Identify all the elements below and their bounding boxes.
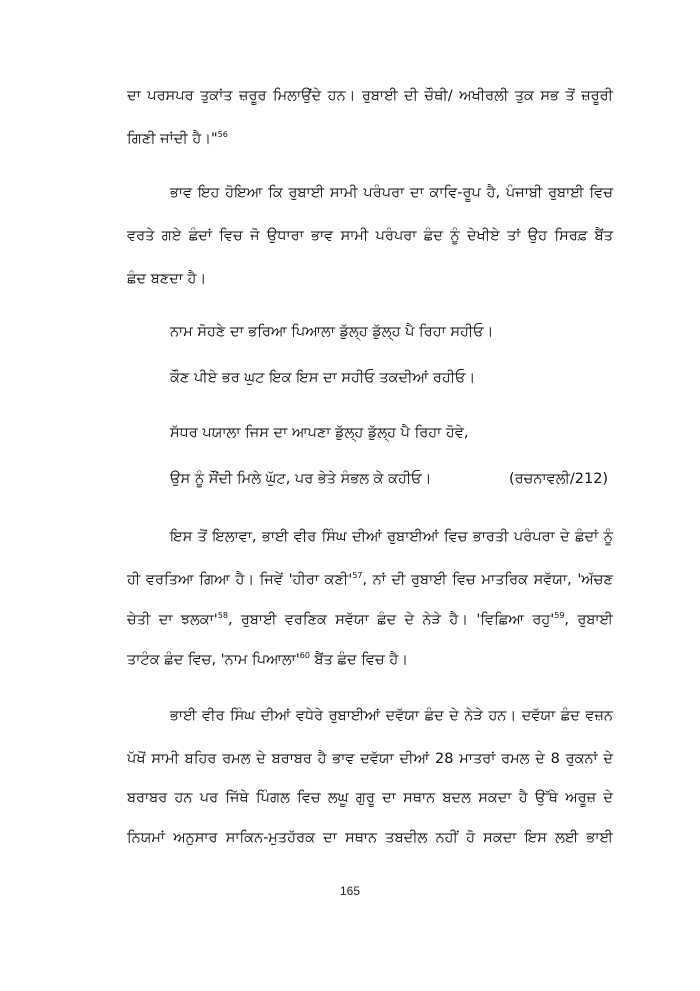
- paragraph-2-line-2: ਵਰਤੇ ਗਏ ਛੰਦਾਂ ਵਿਚ ਜੋ ਉਧਾਰਾ ਭਾਵ ਸਾਮੀ ਪਰੰਪਰਾ ਛੰਦ ਨੂੰ ਦੇਖੀਏ ਤਾਂ ਉਹ ਸਿਰਫ਼ ਬੈਂਤ: [127, 228, 613, 244]
- paragraph-3-line-1: ਇਸ ਤੋਂ ਇਲਾਵਾ, ਭਾਈ ਵੀਰ ਸਿੰਘ ਦੀਆਂ ਰੁਬਾਈਆਂ ਵਿਚ ਭਾਰਤੀ ਪਰੰਪਰਾ ਦੇ ਛੰਦਾਂ ਨੂੰ: [170, 529, 613, 545]
- paragraph-3-line-3-text-c: , ਰੁਬਾਈ: [564, 612, 613, 628]
- paragraph-3-line-3-text-a: ਚੇਤੀ ਦਾ ਝਲਕਾ': [127, 612, 218, 628]
- footnote-ref-56: 56: [217, 130, 228, 140]
- verse-line-3: ਸੱਧਰ ਪਯਾਲਾ ਜਿਸ ਦਾ ਆਪਣਾ ਡੁੱਲ੍ਹ ਡੁੱਲ੍ਹ ਪੈ ਰਿਹਾ ਹੋਵੇ,: [170, 425, 469, 441]
- paragraph-3-line-2: [127, 570, 613, 590]
- paragraph-2-line-3: ਛੰਦ ਬਣਦਾ ਹੈ।: [127, 271, 207, 287]
- paragraph-3-line-3-text-b: , ਰੁਬਾਈ ਵਰਣਿਕ ਸਵੱਯਾ ਛੰਦ ਦੇ ਨੇੜੇ ਹੈ। 'ਵਿਛਿਆ ਰਹੁ': [227, 612, 555, 628]
- paragraph-3-line-2-text-b: , ਨਾਂ ਦੀ ਰੁਬਾਈ ਵਿਚ ਮਾਤਰਿਕ ਸਵੱਯਾ, 'ਅੱਚਣ: [362, 572, 613, 588]
- verse-line-1: ਨਾਮ ਸੋਹਣੇ ਦਾ ਭਰਿਆ ਪਿਆਲਾ ਡੁੱਲ੍ਹ ਡੁੱਲ੍ਹ ਪੈ ਰਿਹਾ ਸਹੀਓ।: [170, 324, 494, 340]
- verse-line-4: ਉਸ ਨੂੰ ਸੌਂਦੀ ਮਿਲੇ ਘੁੱਟ, ਪਰ ਭੇਤੇ ਸੰਭਲ ਕੇ ਕਹੀਓ।: [170, 471, 432, 487]
- paragraph-2-line-1: ਭਾਵ ਇਹ ਹੋਇਆ ਕਿ ਰੁਬਾਈ ਸਾਮੀ ਪਰੰਪਰਾ ਦਾ ਕਾਵਿ-ਰੂਪ ਹੈ, ਪੰਜਾਬੀ ਰੁਬਾਈ ਵਿਚ: [170, 185, 613, 201]
- page-number: 165: [339, 884, 361, 898]
- paragraph-3-line-4-text-a: ਤਾਟੰਕ ਛੰਦ ਵਿਚ, 'ਨਾਮ ਪਿਆਲਾ': [127, 652, 300, 668]
- paragraph-3-line-3: [127, 610, 613, 630]
- verse-line-2: ਕੌਣ ਪੀਏ ਭਰ ਘੁਟ ਇਕ ਇਸ ਦਾ ਸਹੀਓ ਤਕਦੀਆਂ ਰਹੀਓ।: [170, 370, 476, 386]
- footnote-ref-58: 58: [217, 611, 228, 621]
- paragraph-3-line-4: [127, 650, 613, 670]
- paragraph-1-line-2: [127, 129, 613, 149]
- footnote-ref-60: 60: [299, 651, 310, 661]
- paragraph-4-line-1: ਭਾਈ ਵੀਰ ਸਿੰਘ ਦੀਆਂ ਵਧੇਰੇ ਰੁਬਾਈਆਂ ਦਵੱਯਾ ਛੰਦ ਦੇ ਨੇੜੇ ਹਨ। ਦਵੱਯਾ ਛੰਦ ਵਜ਼ਨ: [170, 708, 613, 724]
- paragraph-4-line-2: ਪੱਖੋਂ ਸਾਮੀ ਬਹਿਰ ਰਮਲ ਦੇ ਬਰਾਬਰ ਹੈ ਭਾਵ ਦਵੱਯਾ ਦੀਆਂ 28 ਮਾਤਰਾਂ ਰਮਲ ਦੇ 8 ਰੁਕਨਾਂ ਦੇ: [127, 751, 613, 767]
- paragraph-4-line-4: ਨਿਯਮਾਂ ਅਨੁਸਾਰ ਸਾਕਿਨ-ਮੁਤਹੱਰਕ ਦਾ ਸਥਾਨ ਤਬਦੀਲ ਨਹੀਂ ਹੋ ਸਕਦਾ ਇਸ ਲਈ ਭਾਈ: [127, 830, 613, 846]
- paragraph-1-line-1: ਦਾ ਪਰਸਪਰ ਤੁਕਾਂਤ ਜ਼ਰੂਰ ਮਿਲਾਉਂਦੇ ਹਨ। ਰੁਬਾਈ ਦੀ ਚੌਥੀ/ ਅਖੀਰਲੀ ਤੁਕ ਸਭ ਤੋਂ ਜ਼ਰੂਰੀ: [127, 88, 613, 104]
- verse-citation: (ਰਚਨਾਵਲੀ/212): [509, 471, 609, 487]
- paragraph-4-line-3: ਬਰਾਬਰ ਹਨ ਪਰ ਜਿੱਥੇ ਪਿੰਗਲ ਵਿਚ ਲਘੂ ਗੁਰੂ ਦਾ ਸਥਾਨ ਬਦਲ ਸਕਦਾ ਹੈ ਉੱਥੇ ਅਰੂਜ਼ ਦੇ: [127, 790, 613, 806]
- paragraph-1-text: ਗਿਣੀ ਜਾਂਦੀ ਹੈ।": [127, 131, 218, 147]
- footnote-ref-57: 57: [352, 571, 363, 581]
- paragraph-3-line-4-text-b: ਬੈਂਤ ਛੰਦ ਵਿਚ ਹੈ।: [309, 652, 409, 668]
- paragraph-3-line-2-text-a: ਹੀ ਵਰਤਿਆ ਗਿਆ ਹੈ। ਜਿਵੇਂ 'ਹੀਰਾ ਕਣੀ': [127, 572, 353, 588]
- footnote-ref-59: 59: [554, 611, 565, 621]
